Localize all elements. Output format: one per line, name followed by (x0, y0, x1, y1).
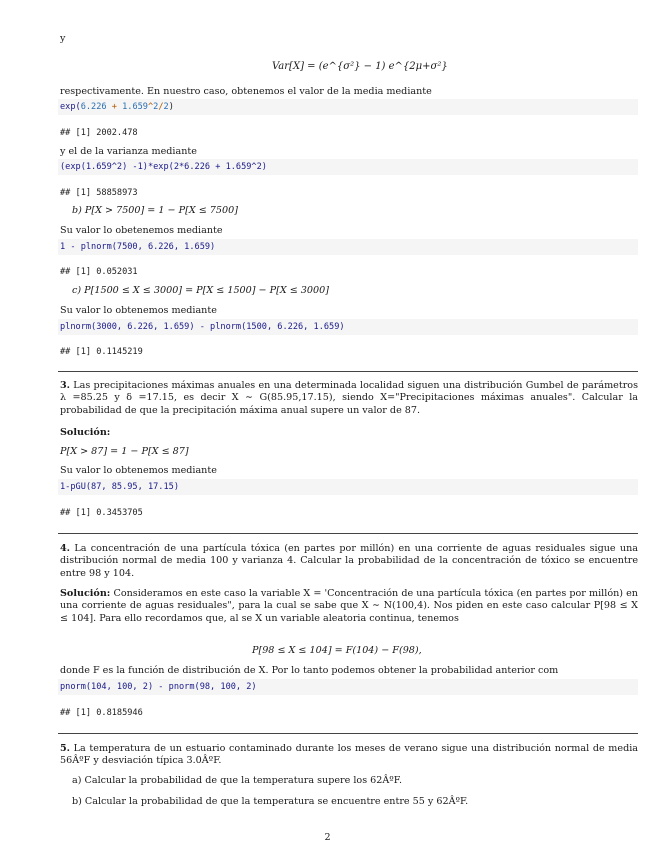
page-number: 2 (324, 832, 331, 843)
question-3: 3. Las precipitaciones máximas anuales en una determinada localidad siguen una distribución Gumbel de parámetros λ =85.25 y δ =17.15, es decir X ∼ G(85.95,17.15), siendo X="Precipitaciones máximas anuales". Calcular la probabilidad de que la precipitación máxima anual supere un valor de 87. (60, 380, 638, 416)
code-block-plnorm-1: 1 - plnorm(7500, 6.226, 1.659) (58, 239, 638, 255)
code-block-pnorm: pnorm(104, 100, 2) - pnorm(98, 100, 2) (58, 679, 638, 695)
question-4: 4. La concentración de una partícula tóxica (en partes por millón) en una corriente de aguas residuales sigue una distribución normal de media 100 y varianza 4. Calcular la probabilidad de la concentración de tóxico se encuentre entre 98 y 104. (60, 543, 638, 579)
q4-after-text: donde F es la función de distribución de X. Por lo tanto podemos obtener la probabilidad anterior com (60, 665, 559, 676)
output-pgu: ## [1] 0.3453705 (60, 508, 143, 518)
item-b-formula: b) P[X > 7500] = 1 − P[X ≤ 7500] (72, 205, 238, 216)
y-line: y (60, 33, 66, 44)
output-plnorm-2: ## [1] 0.1145219 (60, 347, 143, 357)
section-divider-1 (58, 371, 638, 372)
respectivamente-text: respectivamente. En nuestro caso, obtenemos el valor de la media mediante (60, 86, 432, 97)
question-5: 5. La temperatura de un estuario contaminado durante los meses de verano sigue una distribución normal de media 56ÂºF y desviación típica 3.0ÂºF. (60, 743, 638, 767)
solution-label-q3: Solución: (60, 427, 111, 438)
varianza-text: y el de la varianza mediante (60, 146, 197, 157)
section-divider-3 (58, 733, 638, 734)
output-pnorm: ## [1] 0.8185946 (60, 708, 143, 718)
code-block-variance: (exp(1.659^2) -1)*exp(2*6.226 + 1.659^2) (58, 159, 638, 175)
item-c-formula: c) P[1500 ≤ X ≤ 3000] = P[X ≤ 1500] − P[X ≤ 3000] (72, 285, 329, 296)
q5-item-b: b) Calcular la probabilidad de que la temperatura se encuentre entre 55 y 62ÂºF. (72, 796, 469, 807)
q3-formula: P[X > 87] = 1 − P[X ≤ 87] (60, 446, 189, 457)
code-block-plnorm-2: plnorm(3000, 6.226, 1.659) - plnorm(1500, 6.226, 1.659) (58, 319, 638, 335)
output-mean: ## [1] 2002.478 (60, 128, 138, 138)
variance-formula: Var[X] = (e^{σ²} − 1) e^{2μ+σ²} (272, 61, 448, 72)
code-block-pgu: 1-pGU(87, 85.95, 17.15) (58, 479, 638, 495)
su-valor-text-1: Su valor lo obetenemos mediante (60, 225, 223, 236)
output-plnorm-1: ## [1] 0.052031 (60, 267, 138, 277)
q5-item-a: a) Calcular la probabilidad de que la temperatura supere los 62ÂºF. (72, 775, 403, 786)
q4-formula: P[98 ≤ X ≤ 104] = F(104) − F(98), (252, 645, 422, 656)
su-valor-text-3: Su valor lo obtenemos mediante (60, 465, 217, 476)
su-valor-text-2: Su valor lo obtenemos mediante (60, 305, 217, 316)
q4-solution: Solución: Consideramos en este caso la variable X = 'Concentración de una partícula tóxica (en partes por millón) en una corriente de aguas residuales", para la cual se sabe que X ∼ N(100,4). Nos piden en este caso calcular P[98 ≤ X ≤ 104]. Para ello recordamos que, al se X un variable aleatoria continua, tenemos (60, 588, 638, 624)
code-block-mean: exp(6.226 + 1.659^2/2) (58, 99, 638, 115)
output-variance: ## [1] 58858973 (60, 188, 138, 198)
section-divider-2 (58, 533, 638, 534)
